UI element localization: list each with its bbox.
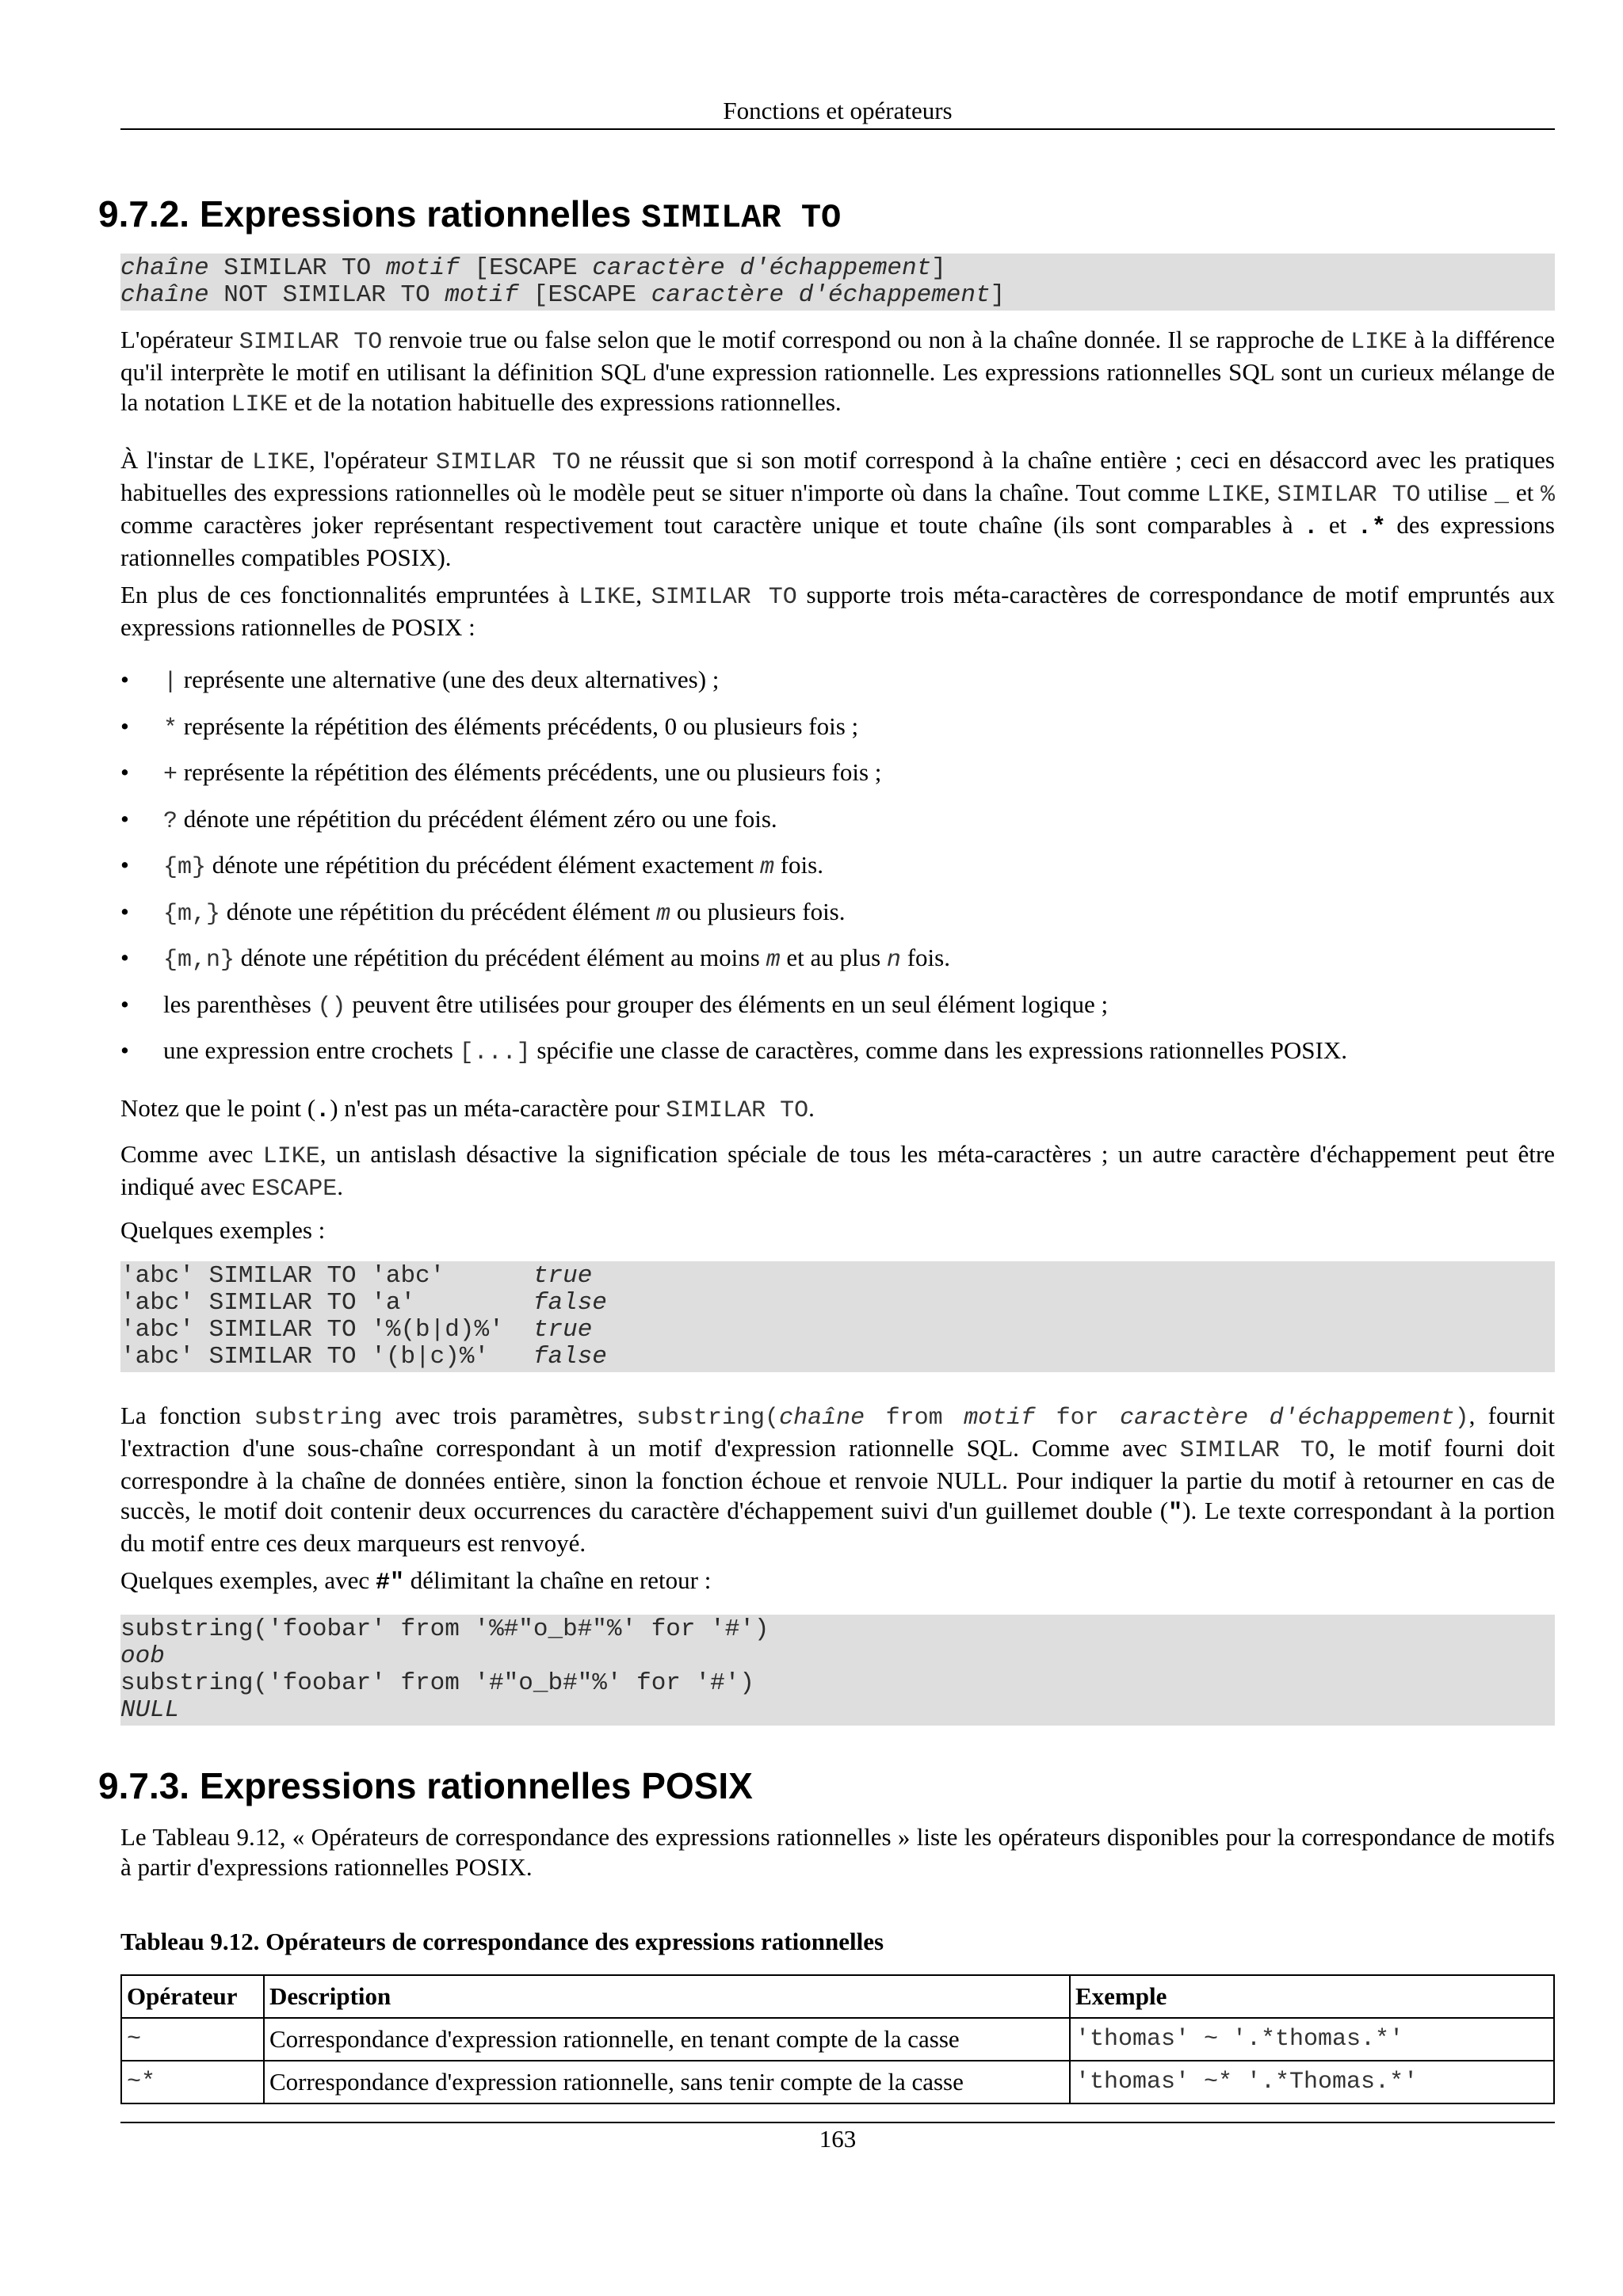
paragraph-like-comparison	[120, 445, 1555, 573]
text: , l'opérateur	[309, 446, 436, 474]
variable: m	[759, 854, 774, 881]
synopsis-arg: motif	[385, 254, 460, 282]
variable: n	[886, 947, 901, 974]
inline-code: substring(	[636, 1405, 780, 1432]
synopsis-kw: ]	[990, 281, 1006, 309]
text: , un antislash désactive la signification spéciale de tous les méta-caractères ; un autre caractère d'échappement peut être indiqué avec	[120, 1140, 1555, 1200]
list-item	[120, 664, 1555, 711]
inline-code: from	[865, 1405, 964, 1432]
table-caption: Tableau 9.12. Opérateurs de correspondance des expressions rationnelles	[120, 1928, 884, 1955]
text: une expression entre crochets	[163, 1036, 460, 1064]
text: , le motif fourni doit correspondre à la chaîne de données entière, sinon la fonction échoue et renvoie NULL. Pour indiquer la partie du motif à retourner en cas de succès, le motif doit contenir deux occurrences du caractère d'échappement suivi d'un guillemet double (	[120, 1434, 1555, 1524]
synopsis-kw: SIMILAR TO	[208, 254, 386, 282]
example-cell: 'thomas' ~ '.*thomas.*'	[1070, 2018, 1554, 2061]
inline-code: _	[1494, 482, 1509, 509]
inline-code: +	[163, 761, 178, 788]
text: ne réussit que si son motif correspond à la chaîne entière ; ceci en désaccord avec les pratiques habituelles des expressions rationnelles où le modèle peut se situer n'importe où dans la chaîne. Tout comme	[120, 446, 1555, 506]
text: dénote une répétition du précédent élément zéro ou une fois.	[178, 804, 777, 833]
code-result: false	[533, 1343, 607, 1371]
table-row	[121, 2018, 1554, 2061]
inline-code: .*	[1357, 514, 1386, 541]
text: En plus de ces fonctionnalités empruntées à	[120, 581, 579, 608]
paragraph-substring	[120, 1401, 1555, 1558]
text: ) n'est pas un méta-caractère pour	[330, 1094, 666, 1122]
code-expr: 'abc' SIMILAR TO 'abc'	[120, 1262, 533, 1290]
inline-code: .	[315, 1097, 330, 1124]
synopsis-kw: ]	[931, 254, 946, 282]
paragraph-dot-note	[120, 1093, 1555, 1126]
list-item	[120, 711, 1555, 757]
inline-code: LIKE	[231, 391, 288, 418]
text: Comme avec	[120, 1140, 263, 1168]
text: La fonction	[120, 1402, 254, 1429]
text: avec trois paramètres,	[382, 1402, 637, 1429]
text: Quelques exemples, avec	[120, 1566, 376, 1594]
code-result: true	[533, 1316, 593, 1344]
inline-code: {m,n}	[163, 947, 235, 974]
text: à la différence qu'il interprète le motif en utilisant la définition SQL d'une expression rationnelle. Les expressions rationnelles SQL sont un curieux mélange de la notation	[120, 326, 1555, 416]
text: ,	[1263, 479, 1277, 506]
inline-code: )	[1454, 1405, 1469, 1432]
code-expr: 'abc' SIMILAR TO '(b|c)%'	[120, 1343, 533, 1371]
inline-code: LIKE	[1206, 482, 1264, 509]
text: Notez que le point (	[120, 1094, 316, 1122]
inline-code: SIMILAR TO	[651, 584, 797, 611]
description-cell: Correspondance d'expression rationnelle, sans tenir compte de la casse	[264, 2061, 1070, 2103]
text: et au plus	[780, 944, 887, 971]
column-header: Opérateur	[121, 1975, 264, 2018]
inline-code: |	[163, 669, 178, 696]
text: fois.	[773, 851, 823, 879]
heading-code: SIMILAR TO	[641, 199, 842, 237]
operators-table	[120, 1974, 1555, 2104]
synopsis-arg: chaîne	[120, 254, 209, 282]
text: utilise	[1420, 479, 1495, 506]
substring-code-block	[120, 1615, 1555, 1726]
text: À l'instar de	[120, 446, 253, 474]
text: et	[1318, 511, 1358, 539]
heading-text: 9.7.2. Expressions rationnelles	[98, 193, 632, 235]
text: et de la notation habituelle des expressions rationnelles.	[288, 388, 842, 416]
text: ). Le texte correspondant à la portion du motif entre ces deux marqueurs est renvoyé.	[120, 1497, 1556, 1557]
code-line: substring('foobar' from '%#"o_b#"%' for '#')	[120, 1615, 769, 1643]
operator-cell: ~	[121, 2018, 264, 2061]
section-heading-972	[98, 192, 841, 240]
inline-code: substring	[254, 1405, 383, 1432]
operator-cell: ~*	[121, 2061, 264, 2103]
inline-code: {m,}	[163, 900, 221, 928]
text: supporte trois méta-caractères de correspondance de motif empruntés aux expressions rationnelles de POSIX :	[120, 581, 1555, 641]
inline-code: [...]	[459, 1039, 531, 1066]
inline-code: "	[1168, 1500, 1183, 1527]
text: représente une alternative (une des deux alternatives) ;	[178, 666, 720, 693]
code-result: NULL	[120, 1696, 180, 1724]
text: représente la répétition des éléments précédents, une ou plusieurs fois ;	[178, 758, 882, 786]
synopsis-arg: caractère d'échappement	[651, 281, 991, 309]
inline-code: LIKE	[262, 1143, 320, 1170]
inline-code: SIMILAR TO	[1277, 482, 1421, 509]
variable: m	[656, 900, 671, 928]
inline-code: SIMILAR TO	[1179, 1437, 1329, 1464]
inline-code: {m}	[163, 854, 207, 881]
text: fois.	[900, 944, 950, 971]
text: dénote une répétition du précédent élément exactement	[206, 851, 760, 879]
paragraph-substring-examples-intro	[120, 1566, 1555, 1598]
synopsis-kw: NOT SIMILAR TO	[208, 281, 445, 309]
inline-code-arg: chaîne	[779, 1405, 865, 1432]
inline-code: .	[1304, 514, 1319, 541]
text: ,	[636, 581, 651, 608]
text: .	[337, 1173, 344, 1200]
inline-code: ()	[317, 993, 346, 1020]
synopsis-arg: motif	[445, 281, 519, 309]
text: , fournit l'extraction d'une sous-chaîne correspondant à un motif d'expression rationnelle SQL. Comme avec	[120, 1402, 1555, 1462]
inline-code: %	[1541, 482, 1556, 509]
inline-code: for	[1035, 1405, 1121, 1432]
column-header: Exemple	[1070, 1975, 1554, 2018]
synopsis-block	[120, 254, 1555, 311]
metachar-list	[120, 664, 1555, 1081]
inline-code: SIMILAR TO	[435, 449, 581, 476]
text: peuvent être utilisées pour grouper des éléments en un seul élément logique ;	[346, 990, 1109, 1018]
synopsis-kw: [ESCAPE	[518, 281, 651, 309]
synopsis-arg: caractère d'échappement	[592, 254, 932, 282]
inline-code: #"	[375, 1569, 404, 1596]
code-result: false	[533, 1289, 607, 1317]
code-line: substring('foobar' from '#"o_b#"%' for '#')	[120, 1669, 754, 1697]
code-result: oob	[120, 1642, 165, 1670]
table-header-row	[121, 1975, 1554, 2018]
text: .	[808, 1094, 815, 1122]
variable: m	[766, 947, 781, 974]
paragraph-escape	[120, 1139, 1555, 1204]
inline-code: *	[163, 715, 178, 742]
list-item	[120, 942, 1555, 989]
text: délimitant la chaîne en retour :	[403, 1566, 712, 1594]
synopsis-kw: [ESCAPE	[459, 254, 593, 282]
paragraph-intro	[120, 325, 1555, 420]
examples-code-block	[120, 1261, 1555, 1372]
inline-code: ESCAPE	[251, 1176, 338, 1203]
list-item	[120, 896, 1555, 943]
inline-code-arg: motif	[964, 1405, 1036, 1432]
code-expr: 'abc' SIMILAR TO '%(b|d)%'	[120, 1316, 533, 1344]
paragraph-examples-intro: Quelques exemples :	[120, 1216, 326, 1244]
list-item	[120, 989, 1555, 1035]
list-item	[120, 1035, 1555, 1081]
inline-code: LIKE	[252, 449, 310, 476]
text: dénote une répétition du précédent élément au moins	[235, 944, 766, 971]
inline-code-arg: caractère d'échappement	[1120, 1405, 1455, 1432]
inline-code: ?	[163, 807, 178, 835]
inline-code: SIMILAR TO	[239, 329, 383, 356]
page-number: 163	[120, 2122, 1555, 2155]
example-cell: 'thomas' ~* '.*Thomas.*'	[1070, 2061, 1554, 2103]
text: dénote une répétition du précédent élément	[220, 897, 657, 925]
synopsis-arg: chaîne	[120, 281, 209, 309]
list-item	[120, 849, 1555, 896]
text: représente la répétition des éléments précédents, 0 ou plusieurs fois ;	[178, 711, 859, 740]
list-item	[120, 803, 1555, 850]
text: L'opérateur	[120, 326, 239, 353]
list-item	[120, 757, 1555, 803]
column-header: Description	[264, 1975, 1070, 2018]
inline-code: SIMILAR TO	[666, 1097, 809, 1124]
page-header: Fonctions et opérateurs	[120, 93, 1555, 130]
code-result: true	[533, 1262, 593, 1290]
text: ou plusieurs fois.	[670, 897, 846, 925]
inline-code: LIKE	[1350, 329, 1408, 356]
text: comme caractères joker représentant respectivement tout caractère unique et toute chaîne (ils sont comparables à	[120, 511, 1304, 539]
description-cell: Correspondance d'expression rationnelle, en tenant compte de la casse	[264, 2018, 1070, 2061]
code-expr: 'abc' SIMILAR TO 'a'	[120, 1289, 533, 1317]
text: spécifie une classe de caractères, comme dans les expressions rationnelles POSIX.	[530, 1036, 1347, 1064]
table-row	[121, 2061, 1554, 2103]
inline-code: LIKE	[579, 584, 636, 611]
paragraph-metachars-intro	[120, 580, 1555, 643]
text: les parenthèses	[163, 990, 318, 1018]
paragraph-posix-intro: Le Tableau 9.12, « Opérateurs de correspondance des expressions rationnelles » liste les opérateurs disponibles pour la correspondance de motifs à partir d'expressions rationnelles POSIX.	[120, 1823, 1555, 1881]
text: des expressions rationnelles compatibles POSIX).	[120, 511, 1555, 571]
text: et	[1509, 479, 1541, 506]
section-heading-973: 9.7.3. Expressions rationnelles POSIX	[98, 1765, 753, 1806]
text: renvoie true ou false selon que le motif correspond ou non à la chaîne donnée. Il se rapproche de	[382, 326, 1351, 353]
